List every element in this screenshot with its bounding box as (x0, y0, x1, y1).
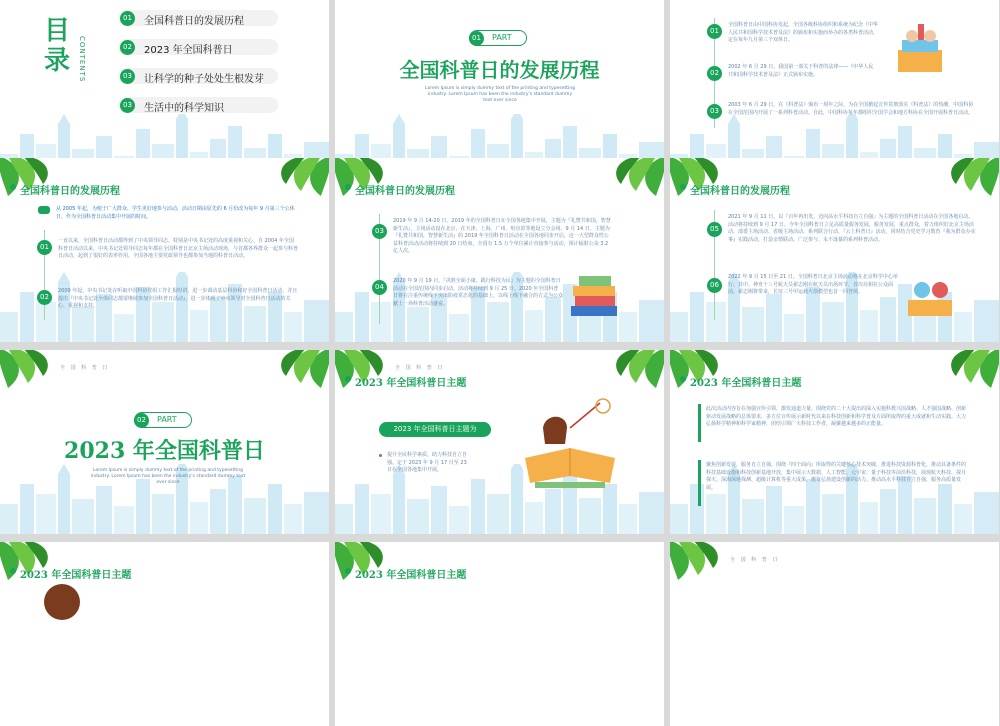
section-title: 2023 年全国科普日主题 (690, 378, 802, 389)
slide-history-1[interactable] (0, 158, 329, 342)
accent-bar-1 (698, 404, 701, 442)
item-text-02: 2002 年 6 月 29 日，我国第一部关于科普的法律——《中华人民共和国科学技术普及法》正式颁布实施。 (728, 64, 874, 78)
reading-kids-illustration (890, 22, 950, 77)
slide-bottom-1[interactable] (0, 542, 329, 726)
section-dot (345, 184, 351, 190)
section-dot (345, 568, 351, 574)
books-illustration (567, 270, 623, 322)
toc-item-4[interactable] (118, 97, 278, 113)
astronaut-reading-illustration (902, 270, 958, 322)
girl-reading-illustration (515, 398, 625, 498)
section-dot (680, 376, 686, 382)
toc-label-3: 让科学的种子处处生根发芽 (144, 74, 264, 85)
item-text-03: 2003 年 6 月 29 日，在《科普法》颁布一周年之际，为在全国掀起宣传贯彻落实《科普法》的热潮，中国科协在全国范围内开展了一系列科普活动。自此，中国科协每年都组织全国学会和地方科协在全国开展科普日活动。 (728, 102, 974, 116)
slide-theme-1[interactable] (335, 350, 664, 534)
item-num-01: 01 (37, 240, 52, 255)
theme-bullet-text: 提升全民科学素质，助力科技自立自强。定于 2023 年 9 月 17 日至 23 日在全国各地集中开展。 (387, 452, 468, 473)
slide-toc[interactable] (0, 0, 329, 184)
toc-subtitle: CONTENTS (78, 36, 86, 83)
item-text-05: 2021 年 9 月 11 日，以『百年再出发，迈向高水平科技自立自强』为主题的全国科普日活动在全国各地启动。活动将持续到 9 月 17 日。今年全国科普日立足高质量服务发展，服务发展，重点群众，着力组织好北京主场活动、部委主场活动、省级主场活动、系列联合行动、『云上科普日』活动，同时结合党史学习教育『我为群众办实事』实践活动，打造亲情联动、广泛参与、永不落幕的系列科普活动。 (728, 214, 976, 243)
toc-item-3[interactable] (118, 68, 278, 84)
leaf-decoration-right (271, 158, 329, 196)
leaf-decoration-right (606, 350, 664, 388)
slide-bottom-3[interactable] (670, 542, 999, 726)
intro-text: 从 2005 年起，为便于广大群众、学生更好地参与活动，活动日期由原先的 6 月份改为每年 9 月第三个公休日，作为全国科普日活动集中开展的时间。 (56, 206, 295, 220)
photo-placeholder (44, 584, 80, 620)
part-label: PART (492, 33, 512, 42)
leaf-decoration-left (670, 542, 728, 580)
toc-num-2: 02 (120, 40, 135, 55)
slide-theme-2[interactable] (670, 350, 999, 534)
theme-para-2: 聚焦创新发展，服务自立自强。围绕『四个面向』所取得的关键核心技术突破，推进科技资源科普化，推动具备条件的科技基础设施和科技创新基地开放，集中展示大数据、人工智能、元宇宙、量子科技等前沿科技，展现航天科技、探月探火、深海深地探测、超级计算机等重大成果，激发弘扬建设创新的活力。推动高水平科技自立自强，服务高质量发展。 (706, 462, 967, 491)
toc-label-2: 2023 年全国科普日 (144, 45, 233, 56)
leaf-decoration-right (606, 158, 664, 196)
part-lorem: Lorem Ipsum is simply dummy text of the printing and typesetting industry. Lorem Ipsum has been the industry's standard dummy text ever since (425, 86, 575, 103)
item-text-02: 2009 年起，中央书记处在听取中国科协党组工作汇报时讲，进一步调动基层科协和好全国科普日活动，并且提出『中央书记处全体同志都要继续参加全国科普日活动』，进一步体现了中央领导对全国科普日活动的关心、重视和支持。 (58, 288, 298, 309)
hand-icon (38, 206, 50, 214)
item-num-04: 04 (372, 280, 387, 295)
part-pill (134, 412, 192, 428)
part-title: 全国科普日的发展历程 (399, 58, 600, 82)
item-text-01: 全国科普日由中国科协发起，全国各级科协组织和系统为纪念《中华人民共和国科学技术普及法》的颁布和实施而举办的各类科普活动，定在每年九月第三个双休日。 (728, 22, 879, 43)
leaf-decoration-right (271, 350, 329, 388)
section-dot (10, 184, 16, 190)
part-label: PART (157, 415, 177, 424)
leaf-decoration-right (941, 158, 999, 196)
theme-pill: 2023 年全国科普日主题为 (379, 422, 491, 437)
toc-label-1: 全国科普日的发展历程 (144, 16, 244, 27)
toc-title: 目录 (44, 16, 71, 76)
toc-num-4: 03 (120, 98, 135, 113)
toc-num-3: 03 (120, 69, 135, 84)
section-title: 全国科普日的发展历程 (690, 186, 790, 197)
section-dot (345, 376, 351, 382)
toc-item-2[interactable] (118, 39, 278, 55)
part-num: 01 (469, 31, 484, 46)
toc-label-4: 生活中的科学知识 (144, 103, 224, 114)
section-title: 2023 年全国科普日主题 (20, 570, 132, 581)
accent-bar-2 (698, 460, 701, 506)
header-text: 全 国 科 普 日 (730, 557, 780, 563)
header-text: 全 国 科 普 日 (60, 365, 110, 371)
item-text-04: 2020 年 9 月 19 日，『决胜全面小康，践行科技为民』为主题的全国科普日活动在全国范围内同步启动，活动将持续到 9 月 25 日。2020 年全国科普日将在注重传统线下突出防疫常态化的基础上，以线上线下融合的方式为公众献上一场科普活动盛宴。 (393, 278, 564, 307)
leaf-decoration-right (941, 350, 999, 388)
item-num-06: 06 (707, 278, 722, 293)
section-title: 全国科普日的发展历程 (20, 186, 120, 197)
section-title: 全国科普日的发展历程 (355, 186, 455, 197)
toc-num-1: 01 (120, 11, 135, 26)
item-num-05: 05 (707, 222, 722, 237)
item-num-02: 02 (37, 290, 52, 305)
section-title: 2023 年全国科普日主题 (355, 570, 467, 581)
item-num-03: 03 (707, 104, 722, 119)
slide-history-3[interactable] (670, 158, 999, 342)
item-num-03: 03 (372, 224, 387, 239)
bullet-dot (379, 454, 382, 457)
slide-history-2[interactable] (335, 158, 664, 342)
slide-bottom-2[interactable] (335, 542, 664, 726)
slide-history-intro[interactable] (670, 0, 999, 184)
theme-para-1: 此次活动内容旨在加强宣传引领，激发通道力量。围绕党的二十大提出的深入实施科教兴国战略、人才强国战略、创新驱动发展战略的总体要求，多方位宣传展示新时代以来在科技创新和科学普及方面所取得的重大成就和生动实践。大力弘扬科学精神和科学家精神，团结引领广大科技工作者，凝聚越来越多的正能量。 (706, 406, 967, 427)
part-pill (469, 30, 527, 46)
part-num: 02 (134, 413, 149, 428)
leaf-decoration-left (0, 350, 58, 388)
header-text: 全 国 科 普 日 (395, 365, 445, 371)
section-title: 2023 年全国科普日主题 (355, 378, 467, 389)
section-dot (10, 568, 16, 574)
part-lorem: Lorem Ipsum is simply dummy text of the printing and typesetting industry. Lorem Ipsum has been the industry's standard dummy text ever since (90, 468, 246, 485)
part-title: 2023 年全国科普日 (64, 438, 265, 464)
toc-item-1[interactable] (118, 10, 278, 26)
slide-part-01[interactable] (335, 0, 664, 184)
item-text-06: 2022 年 9 月 15 日至 21 日，全国科普日北京主场活动将在北京科学中心举行。其中，神舟十三号航天员翟志刚在航天员出场环节，首次亮相在公众面前，翟志刚将带来，长征三号甲运载火箭模型也首一同登场。 (728, 274, 898, 295)
item-num-02: 02 (707, 66, 722, 81)
slide-part-02[interactable] (0, 350, 329, 534)
section-dot (680, 184, 686, 190)
item-text-03: 2019 年 9 月 14-20 日，2019 年的全国科普日在全国各地集中开展，主题为『礼赞共和国，智慧新生活』，主场活动设在北京，在天津、上海、广州、哈尔滨等地设立分会场。9 月 14 日，主题为『礼赞共和国，智慧新生活』的 2019 年全国科普日活动在全国各地同步开启，这一大型群众性公益科普活动活动将持续到 20 日结束，全国有 1.5 万个单位累计直接参与活动，预计辐射公众 3.2 亿人次。 (393, 218, 611, 254)
item-text-01: 一直以来，全国科普日活动都得到了中央领导同志、特别是中央书记处的高度重视和关心。自 2004 年全国科普日活动以来，中央书记处领导同志每年都在全国科普日北京主场活动现场，与首都各界群众一起参与科普日活动，起到了很好的表率作用。全国各地主要党政领导也都参加当地的科普日活动。 (58, 238, 299, 259)
item-num-01: 01 (707, 24, 722, 39)
